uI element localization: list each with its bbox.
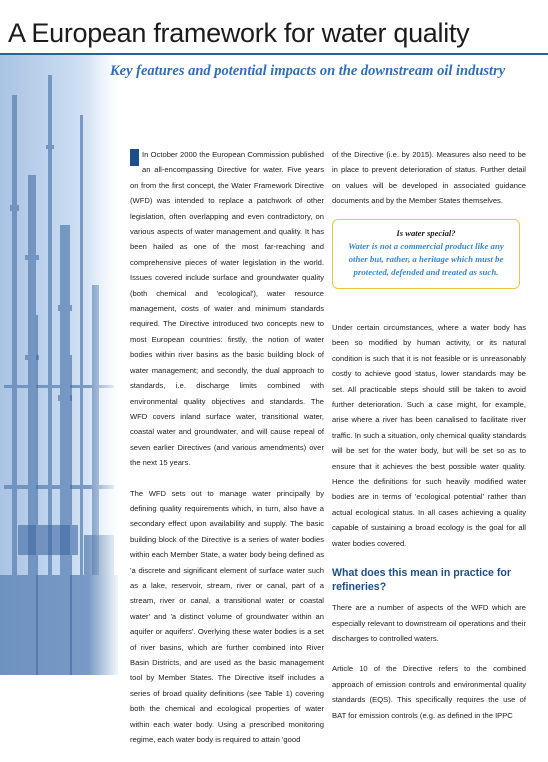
page-title: A European framework for water quality — [8, 18, 470, 48]
page-subtitle: Key features and potential impacts on the downstream oil industry — [110, 63, 506, 79]
intro-paragraph-text: In October 2000 the European Commission published an all-encompassing Directive for water. Five years on from the first concept, the Water Framework Directive (WFD) was intended to replace a patchwork of other legislation, often overlapping and even contradictory, on various aspects of water management and quality. It has been hailed as one of the most far-reaching and comprehensive pieces of water legislation in the world. Issues covered include surface and groundwater quality (both chemical and 'ecological'), water resource management, costs of water and minimum standards required. The Directive introduced two concepts new to most European countries: firstly, the notion of water bodies within river basins as the basic building block of water management; and secondly, the dual approach to standards, i.e. discharge limits combined with environmental quality objectives and standards. The WFD covers inland surface water, transitional water, coastal water and groundwater, and will cause repeal of seven earlier Directives (and various amendments) over the next 15 years. — [130, 150, 324, 468]
body-paragraph: Article 10 of the Directive refers to the combined approach of emission controls and environmental quality standards (EQS). This specifically requires the use of BAT for emission controls (e.g. as defined in the IPPC — [332, 664, 526, 720]
body-paragraph: The WFD sets out to manage water principally by defining quality requirements which, in turn, also have a secondary effect upon availability and supply. The basic building block of the Directive is a series of water bodies within each Member State, a water body being defined as 'a discrete and significant element of surface water such as a lake, reservoir, stream, river or canal, part of a stream, river or canal, a transitional water or coastal water' and 'a distinct volume of groundwater within an aquifer or aquifers'. Overlying these water bodies is a set of river basins, which are further combined into River Basin Districts, and are used as the basic management tool by Member States. The Directive itself includes a series of broad quality definitions (see Table 1) covering both the chemical and ecological properties of water within each water body. Using a prescribed monitoring regime, each water body is required to attain 'good — [130, 488, 324, 745]
body-paragraph: There are a number of aspects of the WFD which are especially relevant to downstream oil operations and their discharges to controlled waters. — [332, 603, 526, 643]
article-column-1 — [130, 147, 324, 762]
callout-title: Is water special? — [396, 228, 456, 238]
body-paragraph: of the Directive (i.e. by 2015). Measures also need to be in place to prevent deterioration of status. Further detail on values will be developed in associated guidance documents and by the Member States themselves. — [332, 150, 526, 206]
article-column-2 — [332, 147, 526, 224]
intro-paragraph — [130, 147, 324, 471]
drop-cap-block — [130, 149, 139, 166]
callout-box — [332, 219, 520, 289]
refinery-towers-photo — [0, 55, 118, 675]
article-column-2-lower — [332, 320, 526, 738]
callout-quote: Water is not a commercial product like any other but, rather, a heritage which must be protected, defended and treated as such. — [348, 241, 504, 277]
body-paragraph: Under certain circumstances, where a water body has been so modified by human activity, or its natural condition is such that it is not feasible or is unreasonably costly to achieve good status, lower standards may be set. All practicable steps should still be taken to avoid further deterioration. Such a case might, for example, arise where a river has been canalised to facilitate river traffic. In such a situation, only chemical quality standards will be set for the water body, but will be set so as to ensure that it achieves the best possible water quality. Hence the definitions for such heavily modified water bodies are in terms of 'ecological potential' rather than actual ecological status. In all cases achieving a quality capable of sustaining a broad ecology is the goal for all water bodies covered. — [332, 323, 526, 548]
section-heading: What does this mean in practice for refineries? — [332, 567, 511, 594]
